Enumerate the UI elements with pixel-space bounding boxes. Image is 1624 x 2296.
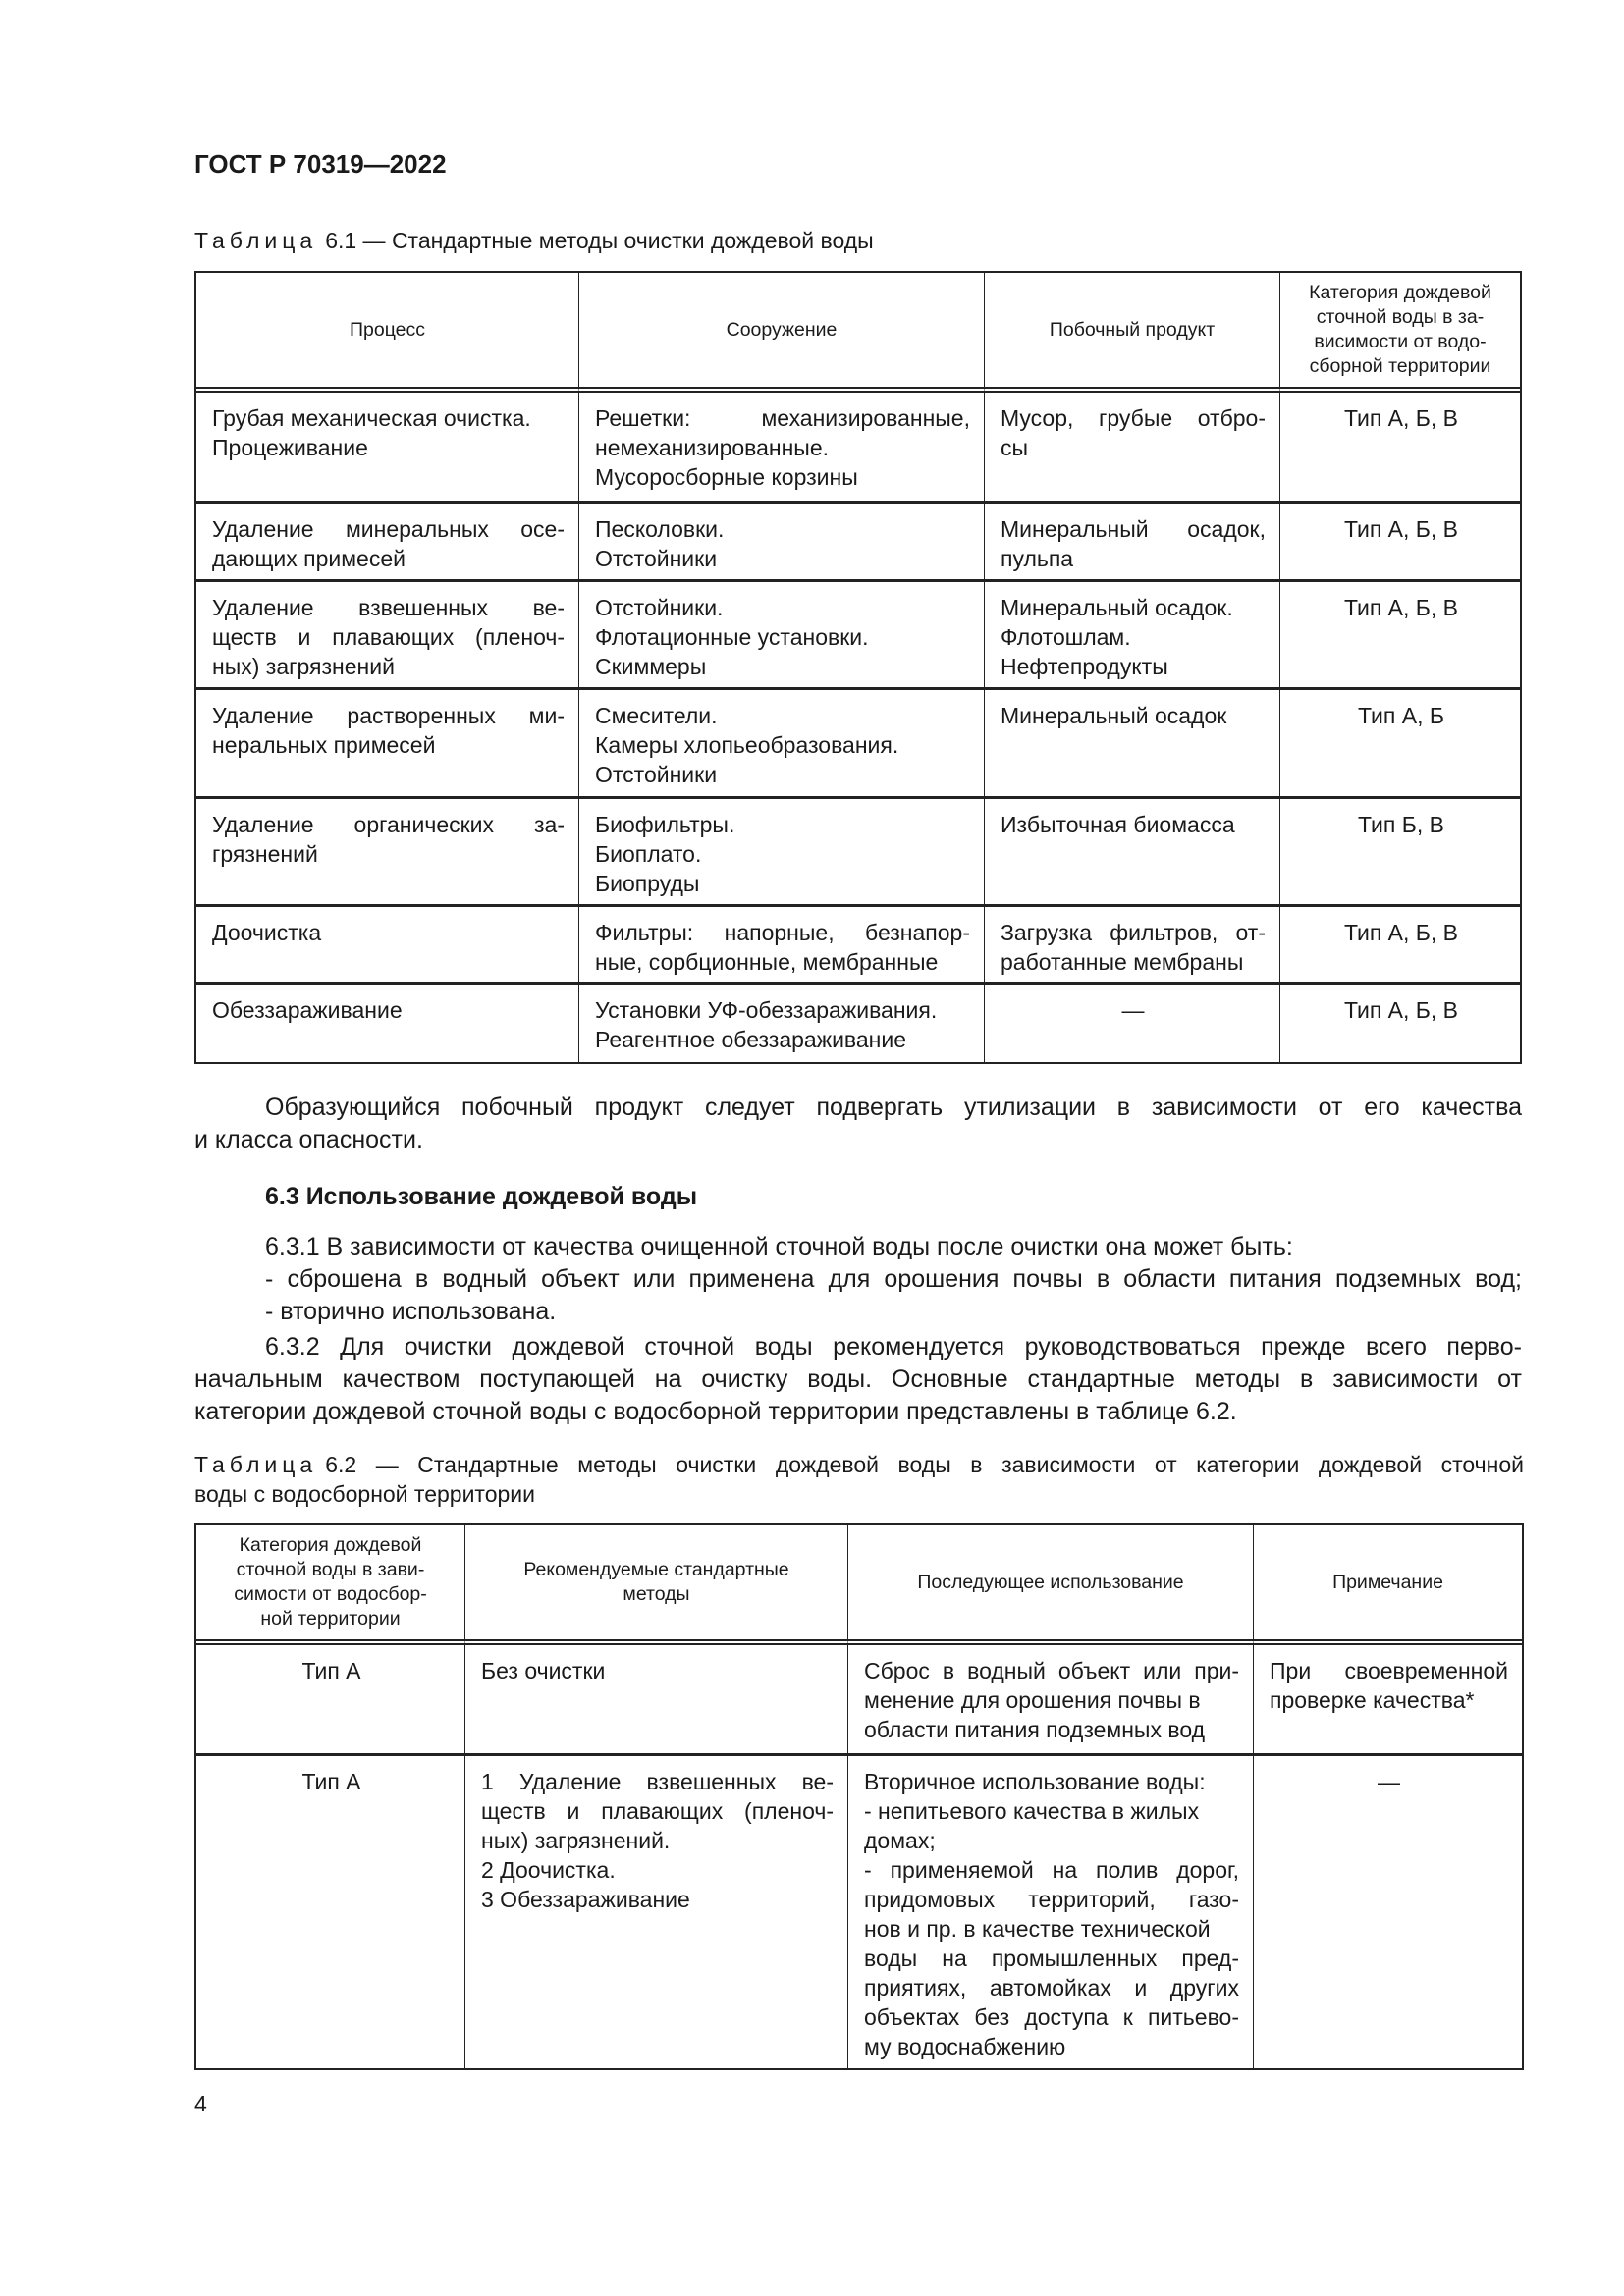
table-cell — [196, 504, 579, 582]
table-cell — [579, 799, 985, 907]
table1-caption — [194, 226, 1522, 255]
table-cell — [196, 1645, 465, 1756]
table-cell — [579, 985, 985, 1062]
cell-line: Избыточная биомасса — [1001, 812, 1235, 837]
header-cell — [985, 273, 1280, 393]
cell-line: му водоснабжению — [864, 2034, 1066, 2059]
para-line: 6.3.2 Для очистки дождевой сточной воды рекомендуется руководствоваться прежде всего перво- — [265, 1333, 1522, 1361]
cell-line: Мусоросборные корзины — [595, 464, 858, 490]
para-line: - сброшена в водный объект или применена для орошения почвы в области питания подземных вод; — [265, 1265, 1522, 1293]
cell-line: - применяемой на полив дорог, — [864, 1857, 1239, 1883]
header-line: висимости от водо- — [1314, 331, 1487, 352]
table-cell — [1280, 582, 1520, 690]
table-cell — [579, 582, 985, 690]
table-cell — [985, 393, 1280, 504]
cell-line: немеханизированные. — [595, 435, 830, 460]
header-line: сточной воды в за- — [1316, 306, 1485, 328]
table2-caption — [194, 1450, 1524, 1509]
table-cell — [985, 690, 1280, 799]
cell-line: работанные мембраны — [1001, 949, 1244, 975]
table-cell — [196, 393, 579, 504]
cell-line: Тип А, Б, В — [1343, 595, 1459, 620]
cell-line: Фильтры: напорные, безнапор- — [595, 920, 970, 945]
cell-line: Грубая механическая очистка. — [212, 405, 531, 431]
table-6-2 — [194, 1523, 1524, 2070]
cell-line: неральных примесей — [212, 732, 436, 758]
table1-caption-label: Таблица — [194, 228, 318, 253]
cell-line: Тип А — [301, 1769, 361, 1794]
cell-line: Минеральный осадок, — [1001, 516, 1266, 542]
section-heading: 6.3 Использование дождевой воды — [265, 1183, 698, 1210]
cell-line: придомовых территорий, газо- — [864, 1887, 1239, 1912]
para-line: и класса опасности. — [194, 1126, 423, 1153]
header-line: сточной воды в зави- — [236, 1559, 425, 1580]
cell-line: области питания подземных вод — [864, 1717, 1206, 1742]
cell-line: Отстойники — [595, 762, 718, 787]
cell-line: Удаление взвешенных ве- — [212, 595, 565, 620]
table2-caption-label: Таблица — [194, 1452, 318, 1477]
cell-line: Тип А, Б — [1358, 703, 1444, 728]
table-cell — [985, 907, 1280, 985]
cell-line: приятиях, автомойках и других — [864, 1975, 1239, 2001]
cell-line: ществ и плавающих (пленоч- — [481, 1798, 834, 1824]
cell-line: Скиммеры — [595, 654, 707, 679]
cell-line: Минеральный осадок. — [1001, 595, 1233, 620]
table-cell — [1280, 690, 1520, 799]
cell-line: Биофильтры. — [595, 812, 735, 837]
table-cell — [1280, 985, 1520, 1062]
table-cell — [1254, 1756, 1522, 2068]
cell-line: 1 Удаление взвешенных ве- — [481, 1769, 834, 1794]
header-line: Побочный продукт — [1049, 318, 1216, 341]
header-line: Последующее использование — [917, 1571, 1184, 1593]
header-line: Сооружение — [726, 318, 838, 341]
cell-line: Тип А — [301, 1658, 361, 1683]
cell-line: сы — [1001, 435, 1029, 460]
table-cell — [196, 582, 579, 690]
table-cell — [1280, 393, 1520, 504]
table-cell — [579, 393, 985, 504]
cell-line: ных) загрязнений. — [481, 1828, 671, 1853]
header-line: методы — [623, 1583, 690, 1605]
table-cell — [465, 1645, 848, 1756]
table-cell — [985, 799, 1280, 907]
header-cell — [465, 1525, 848, 1645]
para-line: Образующийся побочный продукт следует подвергать утилизации в зависимости от его качества — [265, 1094, 1522, 1121]
para-line: 6.3.1 В зависимости от качества очищенной сточной воды после очистки она может быть: — [265, 1233, 1293, 1260]
cell-line: грязнений — [212, 841, 318, 867]
cell-line: Реагентное обеззараживание — [595, 1027, 907, 1052]
table-cell — [196, 907, 579, 985]
cell-line: Тип А, Б, В — [1343, 997, 1459, 1023]
header-line: Процесс — [349, 318, 425, 341]
header-line: Примечание — [1332, 1571, 1443, 1593]
table-cell — [848, 1645, 1254, 1756]
cell-line: Нефтепродукты — [1001, 654, 1168, 679]
para-line: - вторично использована. — [265, 1298, 557, 1325]
cell-line: Установки УФ-обеззараживания. — [595, 997, 938, 1023]
cell-line: проверке качества* — [1270, 1687, 1475, 1713]
cell-line: Удаление органических за- — [212, 812, 565, 837]
header-cell — [848, 1525, 1254, 1645]
cell-line: дающих примесей — [212, 546, 406, 571]
cell-line: Удаление растворенных ми- — [212, 703, 565, 728]
paragraph-6-3-2 — [194, 1331, 1522, 1428]
cell-line: Процеживание — [212, 435, 368, 460]
table-cell — [196, 690, 579, 799]
header-line: симости от водосбор- — [234, 1583, 427, 1605]
cell-line: Смесители. — [595, 703, 718, 728]
table-cell — [465, 1756, 848, 2068]
cell-line: Мусор, грубые отбро- — [1001, 405, 1266, 431]
header-line: сборной территории — [1309, 355, 1491, 377]
cell-line: Тип А, Б, В — [1343, 405, 1459, 431]
header-cell — [196, 273, 579, 393]
cell-line: Сброс в водный объект или при- — [864, 1658, 1239, 1683]
cell-line: 2 Доочистка. — [481, 1857, 616, 1883]
page-number: 4 — [194, 2091, 207, 2116]
table-6-1 — [194, 271, 1522, 1064]
cell-line: Загрузка фильтров, от- — [1001, 920, 1266, 945]
table-cell — [848, 1756, 1254, 2068]
table2-caption-line: 6.2 — Стандартные методы очистки дождевой воды в зависимости от категории дождевой сточной — [325, 1452, 1524, 1477]
cell-line: - непитьевого качества в жилых — [864, 1798, 1200, 1824]
cell-line: При своевременной — [1270, 1658, 1508, 1683]
table-cell — [1280, 799, 1520, 907]
cell-line: Вторичное использование воды: — [864, 1769, 1206, 1794]
cell-line: Тип А, Б, В — [1343, 516, 1459, 542]
cell-line: Отстойники. — [595, 595, 724, 620]
cell-line: ных) загрязнений — [212, 654, 395, 679]
table-cell — [579, 907, 985, 985]
cell-line: Минеральный осадок — [1001, 703, 1227, 728]
table2-caption-line: воды с водосборной территории — [194, 1481, 535, 1507]
cell-line: Удаление минеральных осе- — [212, 516, 565, 542]
header-cell — [1254, 1525, 1522, 1645]
cell-line: — — [1378, 1769, 1400, 1794]
cell-line: Отстойники — [595, 546, 718, 571]
para-line: категории дождевой сточной воды с водосборной территории представлены в таблице 6.2. — [194, 1398, 1237, 1425]
table-cell — [985, 582, 1280, 690]
cell-line: Тип Б, В — [1358, 812, 1444, 837]
header-cell — [579, 273, 985, 393]
cell-line: Флотошлам. — [1001, 624, 1131, 650]
header-line: ной территории — [260, 1608, 401, 1629]
cell-line: менение для орошения почвы в — [864, 1687, 1201, 1713]
cell-line: Без очистки — [481, 1658, 606, 1683]
table-cell — [985, 504, 1280, 582]
table-cell — [1280, 504, 1520, 582]
table-cell — [985, 985, 1280, 1062]
cell-line: — — [1121, 997, 1145, 1023]
cell-line: Камеры хлопьеобразования. — [595, 732, 899, 758]
cell-line: Флотационные установки. — [595, 624, 869, 650]
document-title: ГОСТ Р 70319—2022 — [194, 149, 447, 179]
cell-line: ные, сорбционные, мембранные — [595, 949, 939, 975]
cell-line: нов и пр. в качестве технической — [864, 1916, 1211, 1942]
header-line: Рекомендуемые стандартные — [523, 1559, 789, 1580]
cell-line: пульпа — [1001, 546, 1074, 571]
table-cell — [1280, 907, 1520, 985]
cell-line: 3 Обеззараживание — [481, 1887, 690, 1912]
cell-line: объектах без доступа к питьево- — [864, 2004, 1239, 2030]
cell-line: Биоплато. — [595, 841, 702, 867]
header-cell — [1280, 273, 1520, 393]
cell-line: ществ и плавающих (пленоч- — [212, 624, 565, 650]
cell-line: Биопруды — [595, 871, 700, 896]
table-cell — [196, 985, 579, 1062]
paragraph-6-3-1 — [194, 1231, 1522, 1328]
para-line: начальным качеством поступающей на очистку воды. Основные стандартные методы в зависимости от — [194, 1365, 1522, 1393]
cell-line: Тип А, Б, В — [1343, 920, 1459, 945]
cell-line: Доочистка — [212, 920, 322, 945]
table-cell — [579, 504, 985, 582]
table-cell — [1254, 1645, 1522, 1756]
table-cell — [196, 799, 579, 907]
cell-line: Решетки: механизированные, — [595, 405, 970, 431]
header-line: Категория дождевой — [1309, 282, 1491, 303]
header-line: Категория дождевой — [239, 1534, 422, 1556]
cell-line: воды на промышленных пред- — [864, 1946, 1239, 1971]
table-cell — [196, 1756, 465, 2068]
paragraph-byproduct — [194, 1092, 1522, 1156]
table-cell — [579, 690, 985, 799]
table1-caption-text: 6.1 — Стандартные методы очистки дождевой воды — [325, 228, 874, 253]
cell-line: Песколовки. — [595, 516, 725, 542]
cell-line: Обеззараживание — [212, 997, 403, 1023]
cell-line: домах; — [864, 1828, 936, 1853]
header-cell — [196, 1525, 465, 1645]
